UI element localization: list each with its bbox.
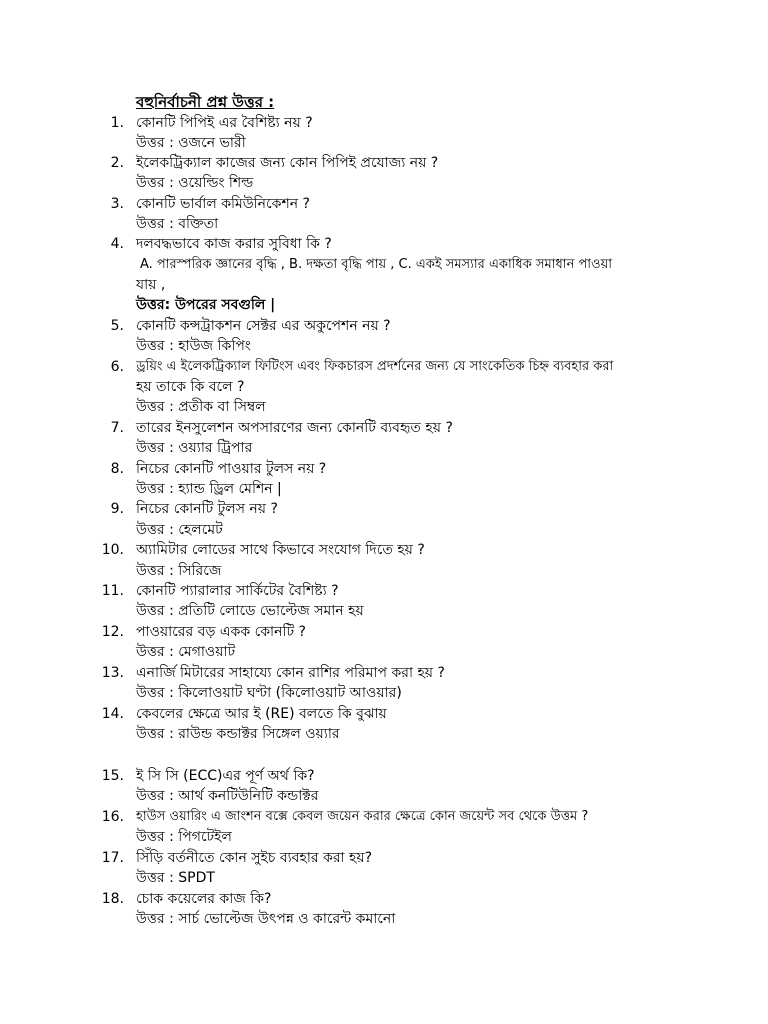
question-text: কোনটি প্যারালার সার্কিটের বৈশিষ্ট্য ? (136, 583, 339, 599)
question-text: ই সি সি (ECC)এর পূর্ণ অর্থ কি? (136, 768, 315, 784)
answer-text: উত্তর : প্রতীক বা সিম্বল (136, 399, 266, 415)
answer-text: উত্তর : আর্থ কনটিউনিটি কন্ডাক্টর (136, 788, 319, 804)
answer-text: উত্তর : সার্চ ভোল্টেজ উৎপন্ন ও কারেন্ট কমানো (136, 911, 396, 927)
answer-text: উত্তর : সিরিজে (136, 563, 222, 579)
answer-text: উত্তর : মেগাওয়াট (136, 644, 236, 660)
question-number: 9. (110, 501, 124, 517)
question-text: দলবদ্ধভাবে কাজ করার সুবিধা কি ? (136, 236, 332, 252)
question-number: 1. (110, 115, 124, 131)
answer-text: উত্তর : পিগটেইল (136, 829, 232, 845)
answer-text: উত্তর : ওয়্যার ট্রিপার (136, 440, 253, 456)
answer-text: উত্তর : ওজনে ভারী (136, 135, 246, 151)
question-text: কোনটি কন্সট্রাকশন সেক্টর এর অকুপেশন নয় ? (136, 318, 391, 334)
answer-text: উত্তর : রাউন্ড কন্ডাক্টর সিঙ্গেল ওয়্যার (136, 726, 340, 742)
question-text: কোনটি পিপিই এর বৈশিষ্ট্য নয় ? (136, 115, 313, 131)
question-number: 2. (110, 155, 124, 171)
options-text: A. পারস্পরিক জ্ঞানের বৃদ্ধি , B. দক্ষতা বৃদ্ধি পায় , C. একই সমস্যার একাধিক সমাধান পাওয়া (140, 257, 613, 272)
question-number: 8. (110, 461, 124, 477)
answer-text: উত্তর : হেলমেট (136, 522, 223, 538)
question-text: নিচের কোনটি পাওয়ার টুলস নয় ? (136, 461, 327, 477)
question-text: সিঁড়ি বর্তনীতে কোন সুইচ ব্যবহার করা হয়? (136, 850, 373, 866)
page-title: বহুনির্বাচনী প্রশ্ন উত্তর : (136, 93, 275, 111)
answer-text: উত্তর : হাউজ কিপিং (136, 338, 251, 354)
question-number: 3. (110, 196, 124, 212)
question-text: অ্যামিটার লোডের সাথে কিভাবে সংযোগ দিতে হয় ? (136, 542, 425, 558)
answer-text: উত্তর : হ্যান্ড ড্রিল মেশিন | (136, 481, 282, 497)
question-text: চোক কয়েলের কাজ কি? (136, 891, 272, 907)
question-number: 10. (101, 542, 124, 558)
question-number: 5. (110, 318, 124, 334)
question-number: 7. (110, 420, 124, 436)
question-text: কেবলের ক্ষেত্রে আর ই (RE) বলতে কি বুঝায় (136, 706, 387, 722)
answer-text: উত্তর : ওয়েল্ডিং শিল্ড (136, 175, 254, 191)
answer-text: উত্তর : কিলোওয়াট ঘণ্টা (কিলোওয়াট আওয়ার) (136, 685, 402, 701)
question-number: 13. (101, 665, 124, 681)
question-text: ড্রয়িং এ ইলেকট্রিক্যাল ফিটিংস এবং ফিকচারস প্রদর্শনের জন্য যে সাংকেতিক চিহ্ন ব্যবহার করা (136, 359, 614, 374)
answer-text: উত্তর : প্রতিটি লোডে ভোল্টেজ সমান হয় (136, 603, 364, 619)
question-number: 15. (101, 768, 124, 784)
question-number: 14. (101, 706, 124, 722)
question-number: 17. (101, 850, 124, 866)
question-text: নিচের কোনটি টুলস নয় ? (136, 501, 278, 517)
question-text: ইলেকট্রিক্যাল কাজের জন্য কোন পিপিই প্রযোজ্য নয় ? (136, 155, 439, 171)
answer-text: উত্তর: উপরের সবগুলি | (136, 297, 276, 313)
question-number: 16. (101, 809, 124, 825)
answer-text: উত্তর : বক্তিতা (136, 216, 219, 232)
question-text: এনার্জি মিটারের সাহায্যে কোন রাশির পরিমাপ করা হয় ? (136, 665, 445, 681)
question-text: পাওয়ারের বড় একক কোনটি ? (136, 624, 306, 640)
options-text: যায় , (136, 277, 166, 293)
question-number: 12. (101, 624, 124, 640)
answer-text: উত্তর : SPDT (136, 870, 215, 886)
question-number: 6. (110, 359, 124, 375)
question-text: হাউস ওয়ারিং এ জাংশন বক্সে কেবল জয়েন করার ক্ষেত্রে কোন জয়েন্ট সব থেকে উত্তম ? (136, 809, 589, 824)
question-text: কোনটি ভার্বাল কমিউনিকেশন ? (136, 196, 310, 212)
question-number: 4. (110, 236, 124, 252)
question-number: 18. (101, 891, 124, 907)
question-number: 11. (101, 583, 124, 599)
question-text: তারের ইনসুলেশন অপসারণের জন্য কোনটি ব্যবহৃত হয় ? (136, 420, 453, 436)
question-text-cont: হয় তাকে কি বলে ? (136, 379, 245, 395)
